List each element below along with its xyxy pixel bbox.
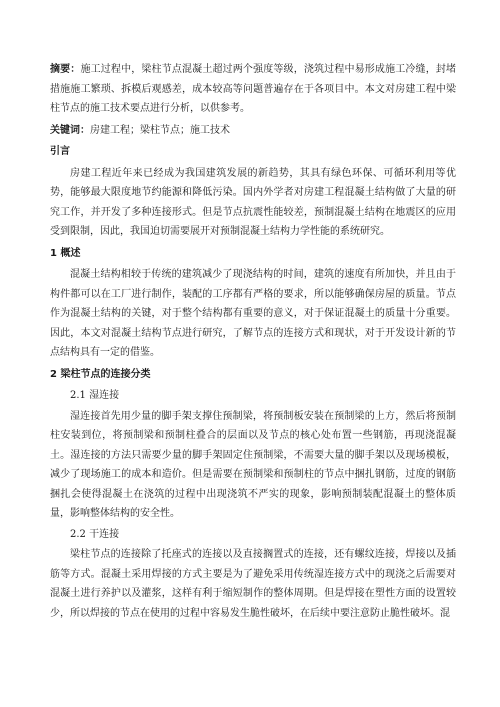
overview-heading: 1 概述 — [50, 247, 81, 259]
keywords-label: 关键词： — [50, 124, 90, 136]
dry-connection-paragraph: 梁柱节点的连接除了托座式的连接以及直接搁置式的连接，还有螺纹连接，焊接以及插筋等方式。混凝土采用焊接的方式主要是为了避免采用传统湿连接方式中的现浇之后需要对混凝土进行养护以及灌浆，这样有利于缩短制作的整体周期。但是焊接在塑性方面的设置较少，所以焊接的节点在使用的过程中容易发生脆性破坏，在后续中要注意防止脆性破坏。混 — [50, 549, 456, 619]
dry-connection-heading: 2.2 干连接 — [70, 528, 120, 540]
classification-heading: 2 梁柱节点的连接分类 — [50, 368, 151, 380]
keywords-text: 房建工程；梁柱节点；施工技术 — [90, 124, 230, 136]
intro-heading: 引言 — [50, 146, 70, 157]
intro-paragraph: 房建工程近年来已经成为我国建筑发展的新趋势，其具有绿色环保、可循环利用等优势，能够最大限度地节约能源和降低污染。国内外学者对房建工程混凝土结构做了大量的研究工作，并开发了多种连接形式。但是节点抗震性能较差，预制混凝土结构在地震区的应用受到限制，因此，我国迫切需要展开对预制混凝土结构力学性能的系统研究。 — [50, 167, 456, 237]
overview-paragraph: 混凝土结构相较于传统的建筑减少了现浇结构的时间，建筑的速度有所加快，并且由于构件都可以在工厂进行制作，装配的工序都有严格的要求，所以能够确保房屋的质量。节点作为混凝土结构的关键，对于整个结构都有重要的意义，对于保证混凝土的质量十分重要。因此，本文对混凝土结构节点进行研究，了解节点的连接方式和现状，对于开发设计新的节点结构具有一定的借鉴。 — [50, 269, 456, 358]
wet-connection-heading: 2.1 湿连接 — [70, 390, 120, 401]
wet-connection-paragraph: 湿连接首先用少量的脚手架支撑住预制梁，将预制板安装在预制梁的上方，然后将预制柱安装到位，将预制梁和预制柱叠合的层面以及节点的核心处布置一些钢筋，再现浇混凝土。湿连接的方法只需要少量的脚手架固定住预制梁，不需要大量的脚手架以及现场模板，减少了现场施工的成本和造价。但是需要在预制梁和预制柱的节点中捆扎钢筋，过度的钢筋捆扎会使得混凝土在浇筑的过程中出现浇筑不严实的现象，影响预制装配混凝土的整体质量，影响整体结构的安全性。 — [50, 410, 456, 519]
document-page — [50, 60, 456, 623]
keywords-line — [50, 121, 456, 141]
abstract-label: 摘要： — [50, 64, 81, 75]
abstract-text: 施工过程中，梁柱节点混凝土超过两个强度等级，浇筑过程中易形成施工冷缝，封堵措施施工繁琐、拆模后观感差，成本较高等问题普遍存在于各项目中。本文对房建工程中梁柱节点的施工技术要点进行分析，以供参考。 — [50, 64, 457, 114]
abstract-paragraph — [50, 60, 456, 119]
